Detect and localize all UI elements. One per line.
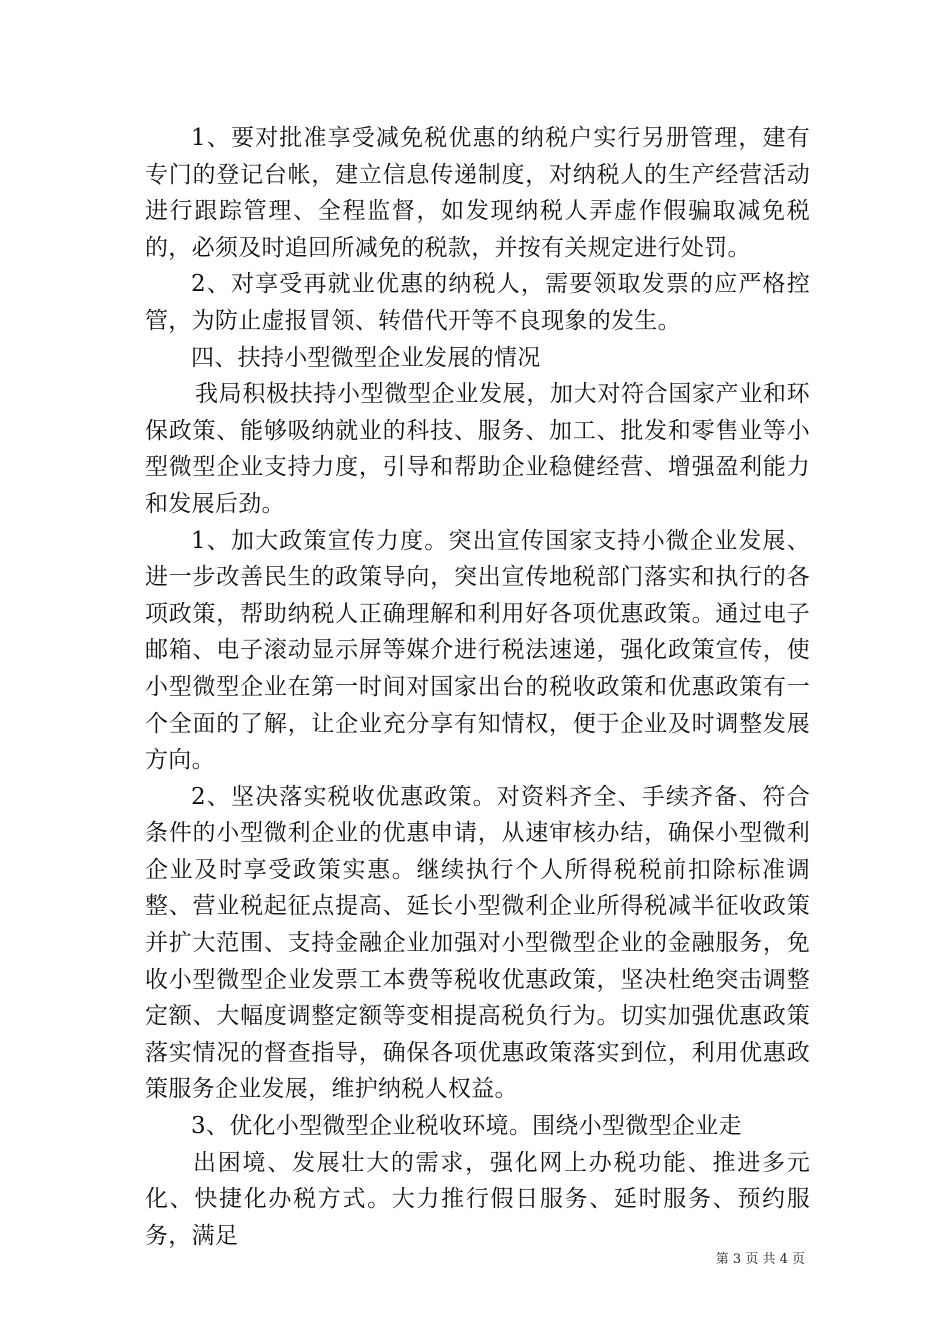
document-body bbox=[145, 120, 810, 1254]
paragraph-bureau-support: 我局积极扶持小型微型企业发展，加大对符合国家产业和环保政策、能够吸纳就业的科技、服务、加工、批发和零售业等小型微型企业支持力度，引导和帮助企业稳健经营、增强盈利能力和发展后劲。 bbox=[145, 381, 810, 517]
paragraph-tax-environment: 3、优化小型微型企业税收环境。围绕小型微型企业走 bbox=[191, 1113, 742, 1140]
paragraph-reduction-registry: 1、要对批准享受减免税优惠的纳税户实行另册管理，建有专门的登记台帐，建立信息传递制度，对纳税人的生产经营活动进行跟踪管理、全程监督，如发现纳税人弄虚作假骗取减免税的，必须及时追回所减免的税款，并按有关规定进行处罚。 bbox=[145, 125, 810, 261]
paragraph-reemployment-invoice: 2、对享受再就业优惠的纳税人，需要领取发票的应严格控管，为防止虚报冒领、转借代开等不良现象的发生。 bbox=[145, 271, 810, 334]
page-number-footer: 第 3 页 共 4 页 bbox=[715, 1252, 805, 1267]
paragraph-policy-publicity: 1、加大政策宣传力度。突出宣传国家支持小微企业发展、进一步改善民生的政策导向，突出宣传地税部门落实和执行的各项政策，帮助纳税人正确理解和利用好各项优惠政策。通过电子邮箱、电子滚动显示屏等媒介进行税法速递，强化政策宣传，使小型微型企业在第一时间对国家出台的税收政策和优惠政策有一个全面的了解，让企业充分享有知情权，便于企业及时调整发展方向。 bbox=[145, 527, 810, 774]
paragraph-tax-preferences: 2、坚决落实税收优惠政策。对资料齐全、手续齐备、符合条件的小型微利企业的优惠申请，从速审核办结，确保小型微利企业及时享受政策实惠。继续执行个人所得税税前扣除标准调整、营业税起征点提高、延长小型微利企业所得税减半征收政策并扩大范围、支持金融企业加强对小型微型企业的金融服务，免收小型微型企业发票工本费等税收优惠政策，坚决杜绝突击调整定额、大幅度调整定额等变相提高税负行为。切实加强优惠政策落实情况的督查指导，确保各项优惠政策落实到位，利用优惠政策服务企业发展，维护纳税人权益。 bbox=[145, 783, 810, 1103]
section-heading-small-micro-enterprises: 四、扶持小型微型企业发展的情况 bbox=[191, 344, 541, 371]
paragraph-tax-environment-continued: 出困境、发展壮大的需求，强化网上办税功能、推进多元化、快捷化办税方式。大力推行假日服务、延时服务、预约服务，满足 bbox=[145, 1149, 810, 1249]
